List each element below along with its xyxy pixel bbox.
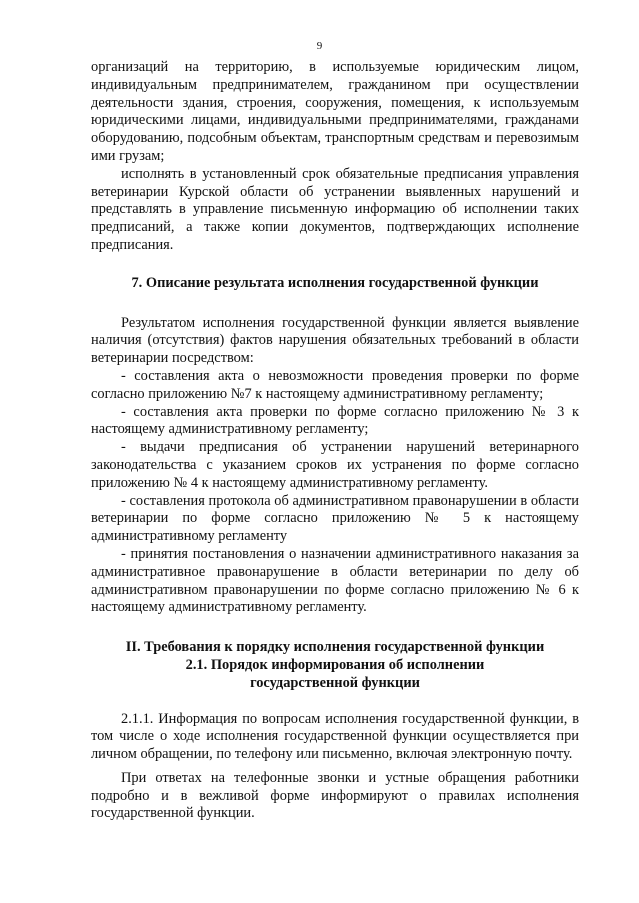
list-item: - выдачи предписания об устранении нарушений ветеринарного законодательства с указанием сроков их устранения по форме согласно приложению № 4 к настоящему административному регламенту. <box>91 439 579 491</box>
list-item: - составления акта проверки по форме согласно приложению № 3 к настоящему административному регламенту; <box>91 403 579 438</box>
section-2-1-heading: 2.1. Порядок информирования об исполнении государственной функции <box>185 656 485 691</box>
list-item: - принятия постановления о назначении административного наказания за административное правонарушение в области ветеринарии по делу об административном правонарушении по форме согласно приложению № 6 к настоящему административному регламенту. <box>91 545 579 616</box>
paragraph-continued: организаций на территорию, в используемые юридическим лицом, индивидуальным предпринимателем, гражданином при осуществлении деятельности здания, строения, сооружения, помещения, к используемым юридическими лицами, индивидуальными предпринимателями, гражданами оборудованию, подсобным объектам, транспортным средствам и перевозимым ими грузам; <box>91 59 579 164</box>
page-number: 9 <box>316 40 323 52</box>
section-7-heading: 7. Описание результата исполнения государственной функции <box>131 274 539 291</box>
paragraph-2-1-1: 2.1.1. Информация по вопросам исполнения государственной функции, в том числе о ходе исполнения государственной функции осуществляется при личном обращении, по телефону или письменно, включая электронную почту. <box>91 710 579 763</box>
list-item: - составления акта о невозможности проведения проверки по форме согласно приложению №7 к настоящему административному регламенту; <box>91 367 579 402</box>
paragraph-obligation: исполнять в установленный срок обязательные предписания управления ветеринарии Курской области об устранении выявленных нарушений и представлять в управление письменную информацию об исполнении таких предписаний, а также копии документов, подтверждающих исполнение предписания. <box>91 165 579 253</box>
document-body <box>91 59 579 823</box>
list-item: - составления протокола об административном правонарушении в области ветеринарии по форме согласно приложению № 5 к настоящему административному регламенту <box>91 492 579 545</box>
paragraph-phone-answers: При ответах на телефонные звонки и устные обращения работники подробно и в вежливой форме информируют о правилах исполнения государственной функции. <box>91 769 579 822</box>
section-2-heading: II. Требования к порядку исполнения государственной функции <box>125 639 545 656</box>
section-7-intro: Результатом исполнения государственной функции является выявление наличия (отсутствия) фактов нарушения обязательных требований в области ветеринарии посредством: <box>91 314 579 367</box>
